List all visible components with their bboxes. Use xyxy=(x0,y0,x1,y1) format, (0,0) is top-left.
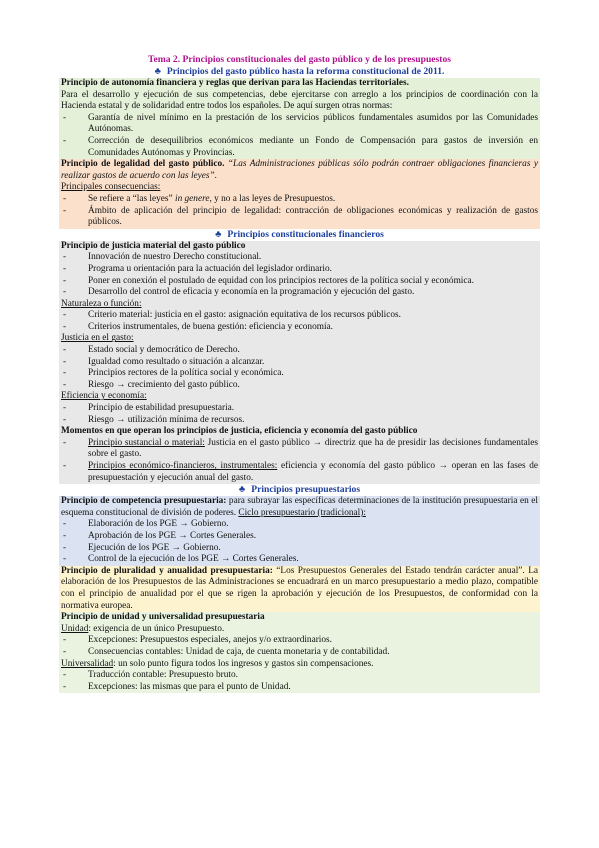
list-item: - Consecuencias contables: Unidad de caja, de cuenta monetaria y de contabilidad. xyxy=(63,646,390,657)
list-item: - Aprobación de los PGE → Cortes Generales. xyxy=(63,530,257,541)
club-bullet-icon: ♣ xyxy=(238,484,246,496)
club-bullet-icon: ♣ xyxy=(215,228,222,240)
consequences-label: Principales consecuencias: xyxy=(61,182,161,193)
autonomia-text: Para el desarrollo y ejecución de sus competencias, debe ejercitarse con arreglo a los principios de coordinación con la Hacienda estatal y de solidaridad entre todos los españoles. De aquí surgen otras normas: xyxy=(61,89,538,112)
section-heading-1: ♣ Principios del gasto público hasta la reforma constitucional de 2011. xyxy=(154,66,445,77)
unidad-block xyxy=(59,612,540,693)
section-heading-3: ♣ Principios presupuestarios xyxy=(238,484,361,496)
list-item: - Principio de estabilidad presupuestaria. xyxy=(63,403,235,414)
list-item: - Programa u orientación para la actuación del legislador ordinario. xyxy=(63,263,332,274)
section-heading-2: ♣ Principios constitucionales financieros xyxy=(215,228,384,240)
unidad-line: Unidad: exigencia de un único Presupuesto. xyxy=(61,623,225,634)
list-item: - Riesgo → utilización mínima de recursos. xyxy=(63,414,245,425)
list-item: - Ejecución de los PGE → Gobierno. xyxy=(63,542,221,553)
list-item: - Garantía de nivel mínimo en la prestación de los servicios públicos fundamentales asumidos por las Comunidades Autónomas. xyxy=(63,112,538,135)
list-item: - Corrección de desequilibrios económicos mediante un Fondo de Compensación para gastos de inversión en Comunidades Autónomas y Provincias. xyxy=(63,135,538,158)
list-item: - Elaboración de los PGE → Gobierno. xyxy=(63,519,229,530)
list-item: - Criterio material: justicia en el gasto: asignación equitativa de los recursos públicos. xyxy=(63,310,401,321)
list-item: - Principio sustancial o material: Justicia en el gasto público → directriz que ha de presidir las decisiones fundamentales sobre el gasto. xyxy=(63,437,538,460)
list-item: - Excepciones: las mismas que para el punto de Unidad. xyxy=(63,681,291,692)
list-item: - Igualdad como resultado o situación a alcanzar. xyxy=(63,356,265,367)
justicia-label: Justicia en el gasto: xyxy=(61,333,134,344)
competencia-paragraph: Principio de competencia presupuestaria: para subrayar las específicas determinaciones de la institución presupuestaria en el esquema constitucional de división de poderes. Ciclo presupuestario (tradicional): xyxy=(61,496,538,518)
legalidad-block xyxy=(59,159,540,229)
justicia-heading: Principio de justicia material del gasto público xyxy=(61,240,246,251)
list-item: - Estado social y democrático de Derecho. xyxy=(63,345,240,356)
list-item: - Principios económico-financieros, instrumentales: eficiencia y economía del gasto público → operan en las fases de presupuestación y ejecución anual del gasto. xyxy=(63,461,538,483)
list-item: - Innovación de nuestro Derecho constitucional. xyxy=(63,252,262,263)
list-item: - Desarrollo del control de eficacia y economía en la programación y ejecución del gasto. xyxy=(63,287,415,298)
pluralidad-paragraph: Principio de pluralidad y anualidad presupuestaria: “Los Presupuestos Generales del Estado tendrán carácter anual”. La elaboración de los Presupuestos de las Administraciones se encuadrará en un marco presupuestario a medio plazo, compatible con el principio de anualidad por el que se rigen la aprobación y ejecución de los Presupuestos, de conformidad con la normativa europea. xyxy=(61,565,538,611)
document-title: Tema 2. Principios constitucionales del gasto público y de los presupuestos xyxy=(147,54,452,65)
document-page xyxy=(59,54,540,693)
list-item: - Riesgo → crecimiento del gasto público. xyxy=(63,379,240,390)
list-item: - Ámbito de aplicación del principio de legalidad: contracción de obligaciones económicas y realización de gastos públicos. xyxy=(63,205,538,228)
unidad-heading: Principio de unidad y universalidad presupuestaria xyxy=(61,612,265,623)
autonomia-block xyxy=(59,78,540,159)
pluralidad-block xyxy=(59,566,540,612)
eficiencia-label: Eficiencia y economía: xyxy=(61,391,147,402)
momentos-heading: Momentos en que operan los principios de justicia, eficiencia y economía del gasto público xyxy=(61,426,418,437)
competencia-block xyxy=(59,496,540,566)
list-item: - Se refiere a “las leyes” in genere, y no a las leyes de Presupuestos. xyxy=(63,193,336,204)
club-bullet-icon: ♣ xyxy=(154,66,161,77)
list-item: - Poner en conexión el postulado de equidad con los principios rectores de la política social y económica. xyxy=(63,275,474,286)
list-item: - Control de la ejecución de los PGE → Cortes Generales. xyxy=(63,554,299,565)
list-item: - Excepciones: Presupuestos especiales, anejos y/o extraordinarios. xyxy=(63,635,332,646)
list-item: - Traducción contable: Presupuesto bruto. xyxy=(63,670,238,681)
autonomia-heading: Principio de autonomía financiera y reglas que derivan para las Haciendas territoriales. xyxy=(61,78,409,88)
universalidad-line: Universalidad: un solo punto figura todos los ingresos y gastos sin compensaciones. xyxy=(61,658,374,669)
justicia-block xyxy=(59,241,540,484)
list-item: - Criterios instrumentales, de buena gestión: eficiencia y economía. xyxy=(63,321,333,332)
naturaleza-label: Naturaleza o función: xyxy=(61,298,142,309)
list-item: - Principios rectores de la política social y económica. xyxy=(63,368,284,379)
legalidad-paragraph: Principio de legalidad del gasto público. “Las Administraciones públicas sólo podrán contraer obligaciones financieras y realizar gastos de acuerdo con las leyes”. xyxy=(61,159,538,181)
